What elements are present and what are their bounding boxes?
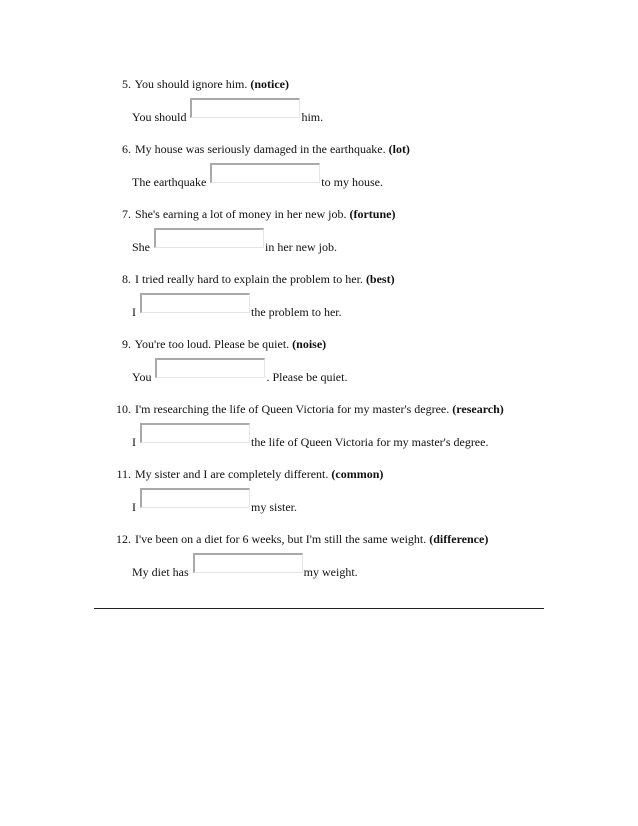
question-prompt — [112, 206, 395, 222]
answer-input[interactable] — [155, 358, 265, 378]
answer-line — [132, 553, 358, 580]
question-prompt — [112, 466, 383, 482]
answer-suffix: the problem to her. — [251, 305, 342, 319]
answer-input[interactable] — [210, 163, 320, 183]
question-9 — [0, 336, 638, 401]
answer-prefix: I — [132, 435, 136, 449]
keyword: (fortune) — [349, 207, 396, 221]
answer-line — [132, 423, 488, 450]
question-number: 9. — [122, 337, 131, 351]
answer-suffix: my weight. — [303, 565, 358, 579]
keyword: (notice) — [250, 77, 290, 91]
answer-line — [132, 488, 297, 515]
question-text: She's earning a lot of money in her new job. — [135, 207, 347, 221]
answer-line — [132, 358, 347, 385]
question-text: I've been on a diet for 6 weeks, but I'm still the same weight. — [135, 532, 427, 546]
question-text: I'm researching the life of Queen Victoria for my master's degree. — [135, 402, 450, 416]
section-divider — [94, 608, 544, 609]
answer-input[interactable] — [140, 293, 250, 313]
question-12 — [0, 531, 638, 596]
question-5 — [0, 76, 638, 141]
question-prompt — [112, 531, 488, 547]
keyword: (common) — [331, 467, 384, 481]
keyword: (best) — [365, 272, 395, 286]
question-text: My sister and I are completely different. — [135, 467, 329, 481]
answer-suffix: to my house. — [321, 175, 383, 189]
answer-prefix: I — [132, 305, 136, 319]
question-number: 8. — [122, 272, 131, 286]
question-prompt — [112, 401, 504, 417]
question-text: You're too loud. Please be quiet. — [134, 337, 290, 351]
keyword: (research) — [452, 402, 504, 416]
question-prompt — [112, 76, 289, 92]
answer-input[interactable] — [140, 423, 250, 443]
answer-suffix: . Please be quiet. — [266, 370, 348, 384]
keyword: (noise) — [292, 337, 327, 351]
answer-input[interactable] — [154, 228, 264, 248]
question-10 — [0, 401, 638, 466]
answer-prefix: I — [132, 500, 136, 514]
question-number: 12. — [116, 532, 131, 546]
question-prompt — [112, 141, 410, 157]
answer-prefix: You — [132, 370, 152, 384]
answer-input[interactable] — [190, 98, 300, 118]
answer-input[interactable] — [193, 553, 303, 573]
question-number: 7. — [122, 207, 131, 221]
answer-suffix: the life of Queen Victoria for my master's degree. — [251, 435, 489, 449]
answer-line — [132, 228, 337, 255]
question-number: 10. — [116, 402, 131, 416]
answer-suffix: my sister. — [251, 500, 298, 514]
answer-input[interactable] — [140, 488, 250, 508]
keyword: (difference) — [429, 532, 489, 546]
answer-suffix: him. — [301, 110, 324, 124]
answer-prefix: You should — [132, 110, 187, 124]
question-text: My house was seriously damaged in the earthquake. — [135, 142, 386, 156]
answer-prefix: She — [132, 240, 150, 254]
answer-line — [132, 163, 383, 190]
answer-prefix: The earthquake — [132, 175, 207, 189]
answer-prefix: My diet has — [132, 565, 189, 579]
answer-line — [132, 293, 342, 320]
question-text: You should ignore him. — [134, 77, 248, 91]
question-number: 11. — [116, 467, 131, 481]
question-6 — [0, 141, 638, 206]
question-number: 5. — [122, 77, 131, 91]
answer-line — [132, 98, 323, 125]
question-prompt — [112, 336, 326, 352]
keyword: (lot) — [388, 142, 410, 156]
question-11 — [0, 466, 638, 531]
question-8 — [0, 271, 638, 336]
question-text: I tried really hard to explain the problem to her. — [135, 272, 363, 286]
question-number: 6. — [122, 142, 131, 156]
answer-suffix: in her new job. — [265, 240, 337, 254]
question-7 — [0, 206, 638, 271]
question-prompt — [112, 271, 395, 287]
